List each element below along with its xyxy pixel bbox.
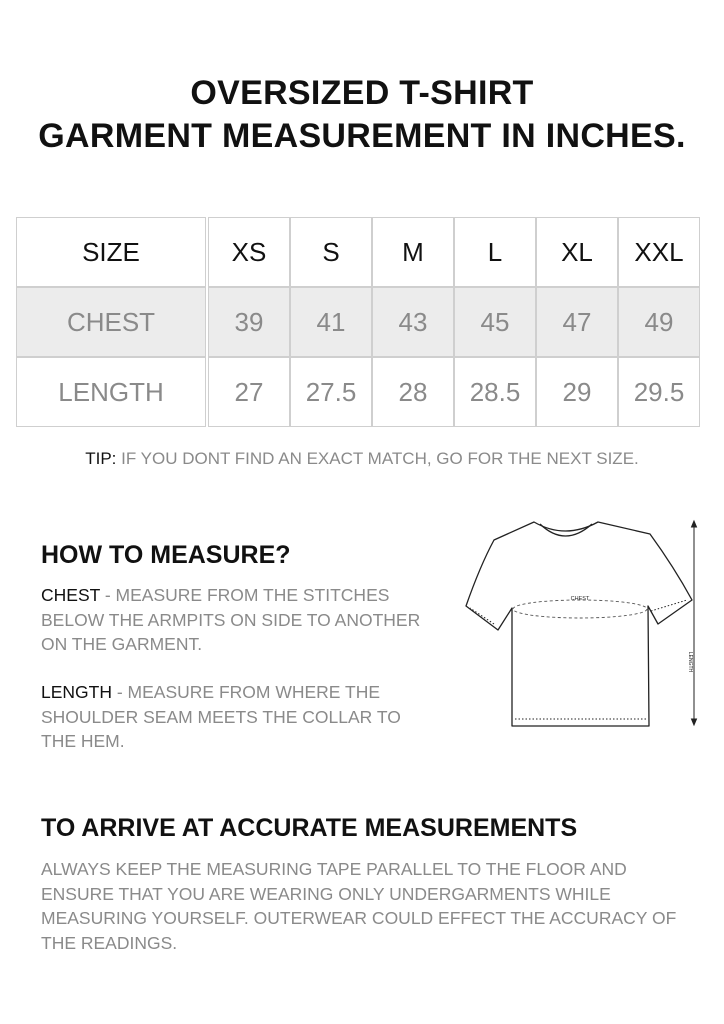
length-value-cell: 29.5 [618,357,700,427]
length-instructions [41,680,431,754]
accurate-measurements-text: ALWAYS KEEP THE MEASURING TAPE PARALLEL TO THE FLOOR AND ENSURE THAT YOU ARE WEARING ONLY UNDERGARMENTS WHILE MEASURING YOURSELF. OUTERWEAR COULD EFFECT THE ACCURACY OF THE READINGS. [41,859,677,953]
tshirt-outline [466,522,692,726]
chest-value-cell: 45 [454,287,536,357]
tip-text: IF YOU DONT FIND AN EXACT MATCH, GO FOR THE NEXT SIZE. [116,449,639,468]
chest-value-cell: 43 [372,287,454,357]
table-row-length [16,357,700,427]
chest-instructions [41,583,451,657]
chest-measure-line [513,600,647,618]
chest-instructions-label: CHEST [41,585,100,605]
size-header-cell: S [290,217,372,287]
table-header-row [16,217,700,287]
size-chart-table [16,217,700,427]
length-value-cell: 27.5 [290,357,372,427]
chest-value-cell: 41 [290,287,372,357]
table-row-chest [16,287,700,357]
size-header-cell: XS [208,217,290,287]
length-value-cell: 28.5 [454,357,536,427]
chest-value-cell: 47 [536,287,618,357]
length-value-cell: 28 [372,357,454,427]
length-instructions-label: LENGTH [41,682,112,702]
page-title-line-1: OVERSIZED T-SHIRT [190,74,534,112]
fit-tip [0,449,724,469]
length-arrow [692,521,697,725]
tshirt-collar [540,524,592,536]
size-header-label: SIZE [16,217,206,287]
how-to-measure-heading: HOW TO MEASURE? [41,541,291,569]
tshirt-measurement-diagram [462,512,707,737]
size-header-cell: XXL [618,217,700,287]
size-header-cell: XL [536,217,618,287]
diagram-chest-label: CHEST [570,596,590,602]
length-instructions-text: - MEASURE FROM WHERE THE SHOULDER SEAM MEETS THE COLLAR TO THE HEM. [41,682,401,751]
chest-value-cell: 49 [618,287,700,357]
chest-value-cell: 39 [208,287,290,357]
page-title-line-2: GARMENT MEASUREMENT IN INCHES. [38,117,686,155]
chest-instructions-text: - MEASURE FROM THE STITCHES BELOW THE ARMPITS ON SIDE TO ANOTHER ON THE GARMENT. [41,585,421,654]
accurate-measurements-heading: TO ARRIVE AT ACCURATE MEASUREMENTS [41,814,578,842]
tip-label: TIP: [85,449,117,468]
size-header-cell: M [372,217,454,287]
length-value-cell: 29 [536,357,618,427]
diagram-length-label: LENGTH [687,651,693,673]
length-value-cell: 27 [208,357,290,427]
size-header-cell: L [454,217,536,287]
row-label-length: LENGTH [16,357,206,427]
row-label-chest: CHEST [16,287,206,357]
